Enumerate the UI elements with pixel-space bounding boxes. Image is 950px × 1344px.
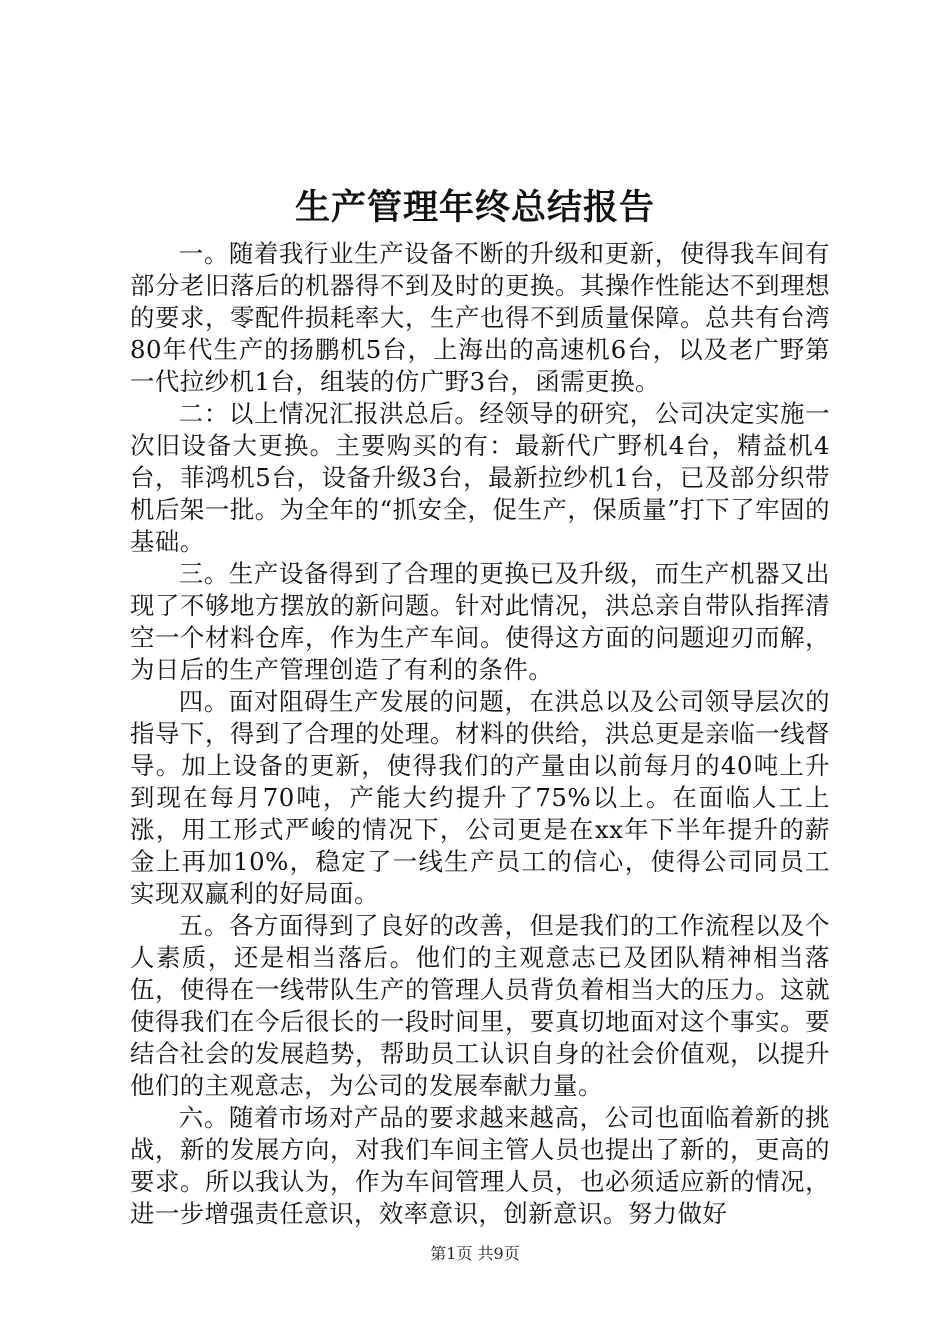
paragraph-5: 五。各方面得到了良好的改善，但是我们的工作流程以及个人素质，还是相当落后。他们的主观意志已及团队精神相当落伍，使得在一线带队生产的管理人员背负着相当大的压力。这就使得我们在今后很长的一段时间里，要真切地面对这个事实。要结合社会的发展趋势，帮助员工认识自身的社会价值观，以提升他们的主观意志，为公司的发展奉献力量。 <box>130 911 830 1100</box>
paragraph-3: 三。生产设备得到了合理的更换已及升级，而生产机器又出现了不够地方摆放的新问题。针对此情况，洪总亲自带队指挥清空一个材料仓库，作为生产车间。使得这方面的问题迎刃而解，为日后的生产管理创造了有利的条件。 <box>130 559 830 684</box>
paragraph-2: 二：以上情况汇报洪总后。经领导的研究，公司决定实施一次旧设备大更换。主要购买的有：最新代广野机4台，精益机4台，菲鸿机5台，设备升级3台，最新拉纱机1台，已及部分织带机后架一批。为全年的“抓安全，促生产，保质量”打下了牢固的基础。 <box>130 399 830 556</box>
document-body <box>130 238 830 1230</box>
paragraph-6: 六。随着市场对产品的要求越来越高，公司也面临着新的挑战，新的发展方向，对我们车间主管人员也提出了新的，更高的要求。所以我认为，作为车间管理人员，也必须适应新的情况，进一步增强责任意识，效率意识，创新意识。努力做好 <box>130 1103 830 1228</box>
page-number-footer: 第1页 共9页 <box>430 1244 520 1263</box>
paragraph-1: 一。随着我行业生产设备不断的升级和更新，使得我车间有部分老旧落后的机器得不到及时的更换。其操作性能达不到理想的要求，零配件损耗率大，生产也得不到质量保障。总共有台湾80年代生产的扬鹏机5台，上海出的高速机6台，以及老广野第一代拉纱机1台，组装的仿广野3台，函需更换。 <box>130 239 830 396</box>
paragraph-4: 四。面对阻碍生产发展的问题，在洪总以及公司领导层次的指导下，得到了合理的处理。材料的供给，洪总更是亲临一线督导。加上设备的更新，使得我们的产量由以前每月的40吨上升到现在每月70吨，产能大约提升了75%以上。在面临人工上涨，用工形式严峻的情况下，公司更是在xx年下半年提升的薪金上再加10%，稳定了一线生产员工的信心，使得公司同员工实现双赢利的好局面。 <box>130 687 830 908</box>
page-title: 生产管理年终总结报告 <box>294 188 655 228</box>
